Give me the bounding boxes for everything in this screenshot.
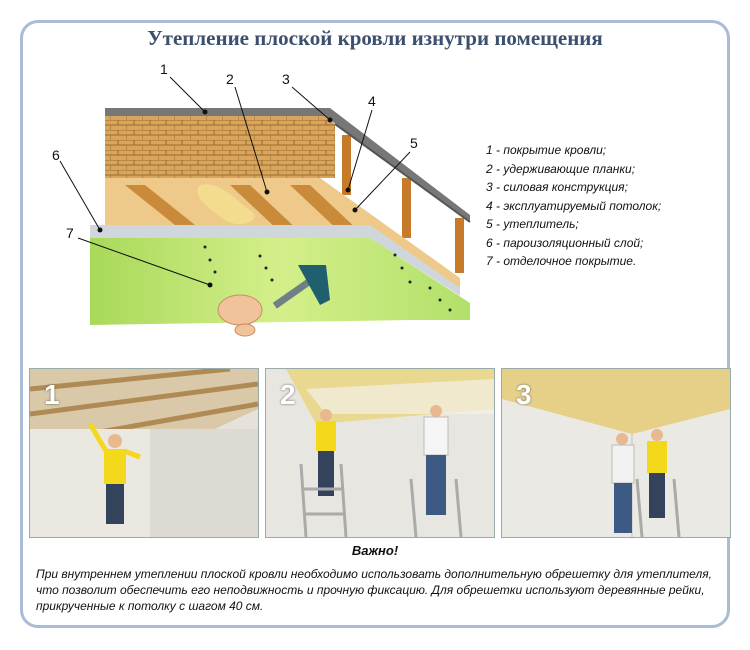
callout-1: 1 (160, 61, 168, 77)
step-photo-1 (29, 368, 259, 538)
callout-5: 5 (410, 135, 418, 151)
worker-figure (612, 433, 634, 533)
legend-item: 1 - покрытие кровли; (486, 143, 607, 157)
step-number: 1 (44, 379, 60, 410)
step-photo-3 (501, 368, 731, 538)
frame-post (455, 218, 464, 273)
important-heading: Важно! (351, 543, 399, 558)
legend-item: 2 - удерживающие планки; (486, 161, 636, 176)
hand-icon (218, 295, 262, 336)
step-photo-2 (265, 368, 495, 538)
legend-item: 3 - силовая конструкция; (486, 180, 628, 194)
step-number: 3 (516, 379, 532, 410)
important-note: При внутреннем утеплении плоской кровли необходимо использовать дополнительную обрешетку для утеплителя, что позволит обеспечить его неподвижность и прочную фиксацию. Для обрешетки используют деревянные рейки, прикрученные к потолку с шагом 40 см. (36, 567, 712, 613)
callout-3: 3 (282, 71, 290, 87)
callout-2: 2 (226, 71, 234, 87)
load-bearing-structure (105, 116, 335, 178)
legend-item: 6 - пароизоляционный слой; (486, 235, 644, 250)
callout-7: 7 (66, 225, 74, 241)
roof-cross-section-diagram (30, 60, 480, 350)
page-title: Утепление плоской кровли изнутри помещения (147, 26, 603, 50)
callout-6: 6 (52, 147, 60, 163)
callout-4: 4 (368, 93, 376, 109)
legend-item: 7 - отделочное покрытие. (486, 254, 637, 268)
legend-item: 4 - эксплуатируемый потолок; (486, 198, 662, 213)
legend-item: 5 - утеплитель; (486, 217, 579, 231)
step-number: 2 (280, 379, 296, 410)
diagram-legend (486, 141, 661, 271)
frame-post (402, 178, 411, 238)
